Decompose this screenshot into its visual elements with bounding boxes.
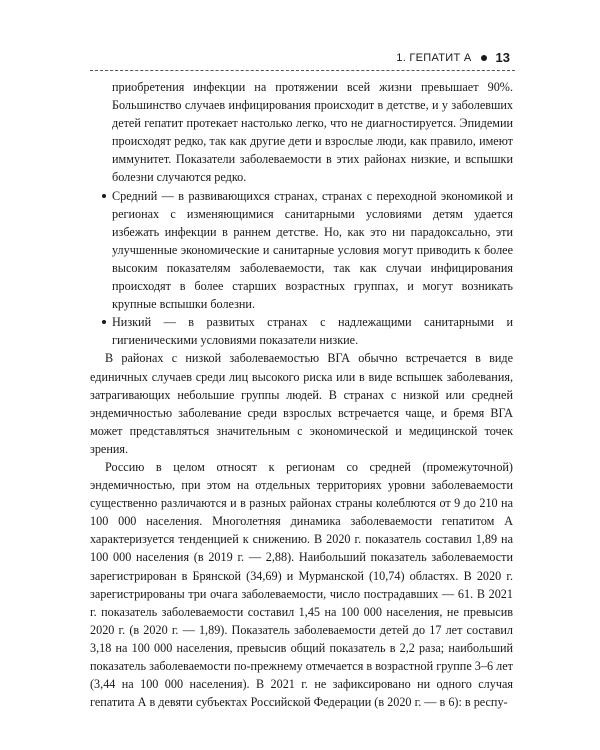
bullet-item-low bbox=[90, 313, 513, 349]
bullet-text-low: Низкий — в развитых странах с надлежащими санитарными и гигиеническими условиями показатели низкие. bbox=[112, 315, 513, 348]
body-text bbox=[90, 78, 513, 711]
header-divider bbox=[90, 70, 515, 71]
header-bullet-icon bbox=[481, 55, 487, 61]
chapter-title: 1. ГЕПАТИТ А bbox=[396, 51, 472, 64]
page-number: 13 bbox=[495, 50, 510, 65]
bullet-icon bbox=[102, 320, 106, 324]
bullet-text-medium: Средний — в развивающихся странах, странах с переходной экономикой и регионах с изменяющимися санитарными условиями детям удается избежать инфекции в раннем детстве. Но, как это ни парадоксально, эти улучшенные экономические и санитарные условия могут приводить к более высоким показателям заболеваемости, так как случаи инфицирования происходят в более старших возрастных группах, и могут возникать крупные вспышки болезни. bbox=[112, 188, 513, 312]
bullet-icon bbox=[102, 194, 106, 198]
paragraph-low-endemic: В районах с низкой заболеваемостью ВГА обычно встречается в виде единичных случаев среди лиц высокого риска или в виде вспышек заболевания, затрагивающих небольшие группы людей. В странах с низкой или средней эндемичностью заболевание среди взрослых встречается чаще, и бремя ВГА может представляться значительным с экономической и медицинской точек зрения. bbox=[90, 351, 513, 456]
running-header bbox=[396, 50, 510, 65]
bullet-item-medium bbox=[90, 187, 513, 314]
paragraph-russia: Россию в целом относят к регионам со средней (промежуточной) эндемичностью, при этом на отдельных территориях уровни заболеваемости существенно различаются и в разных районах страны колеблются от 9 до 210 на 100 000 населения. Многолетняя динамика заболеваемости гепатитом А характеризуется тенденцией к снижению. В 2020 г. показатель составил 1,89 на 100 000 населения (в 2019 г. — 2,88). Наибольший показатель заболеваемости зарегистрирован в Брянской (34,69) и Мурманской (10,74) областях. В 2020 г. зарегистрированы три очага заболеваемости, число пострадавших — 61. В 2021 г. показатель заболеваемости составил 1,45 на 100 000 населения, не превысив 2020 г. (в 2020 г. — 1,89). Показатель заболеваемости детей до 17 лет составил 3,18 на 100 000 населения, превысив общий показатель в 2,2 раза; наибольший показатель заболеваемости по-прежнему отмечается в возрастной группе 3–6 лет (3,44 на 100 000 населения). В 2021 г. не зафиксировано ни одного случая гепатита А в девяти субъектах Российской Федерации (в 2020 г. — в 6): в респу- bbox=[90, 459, 513, 710]
paragraph-continuation: приобретения инфекции на протяжении всей жизни превышает 90%. Большинство случаев инфицирования происходит в детстве, и у заболевших детей гепатит протекает настолько легко, что не диагностируется. Эпидемии происходят редко, так как другие дети и взрослые люди, как правило, имеют иммунитет. Показатели заболеваемости в этих районах низкие, и вспышки болезни случаются редко. bbox=[112, 80, 513, 185]
